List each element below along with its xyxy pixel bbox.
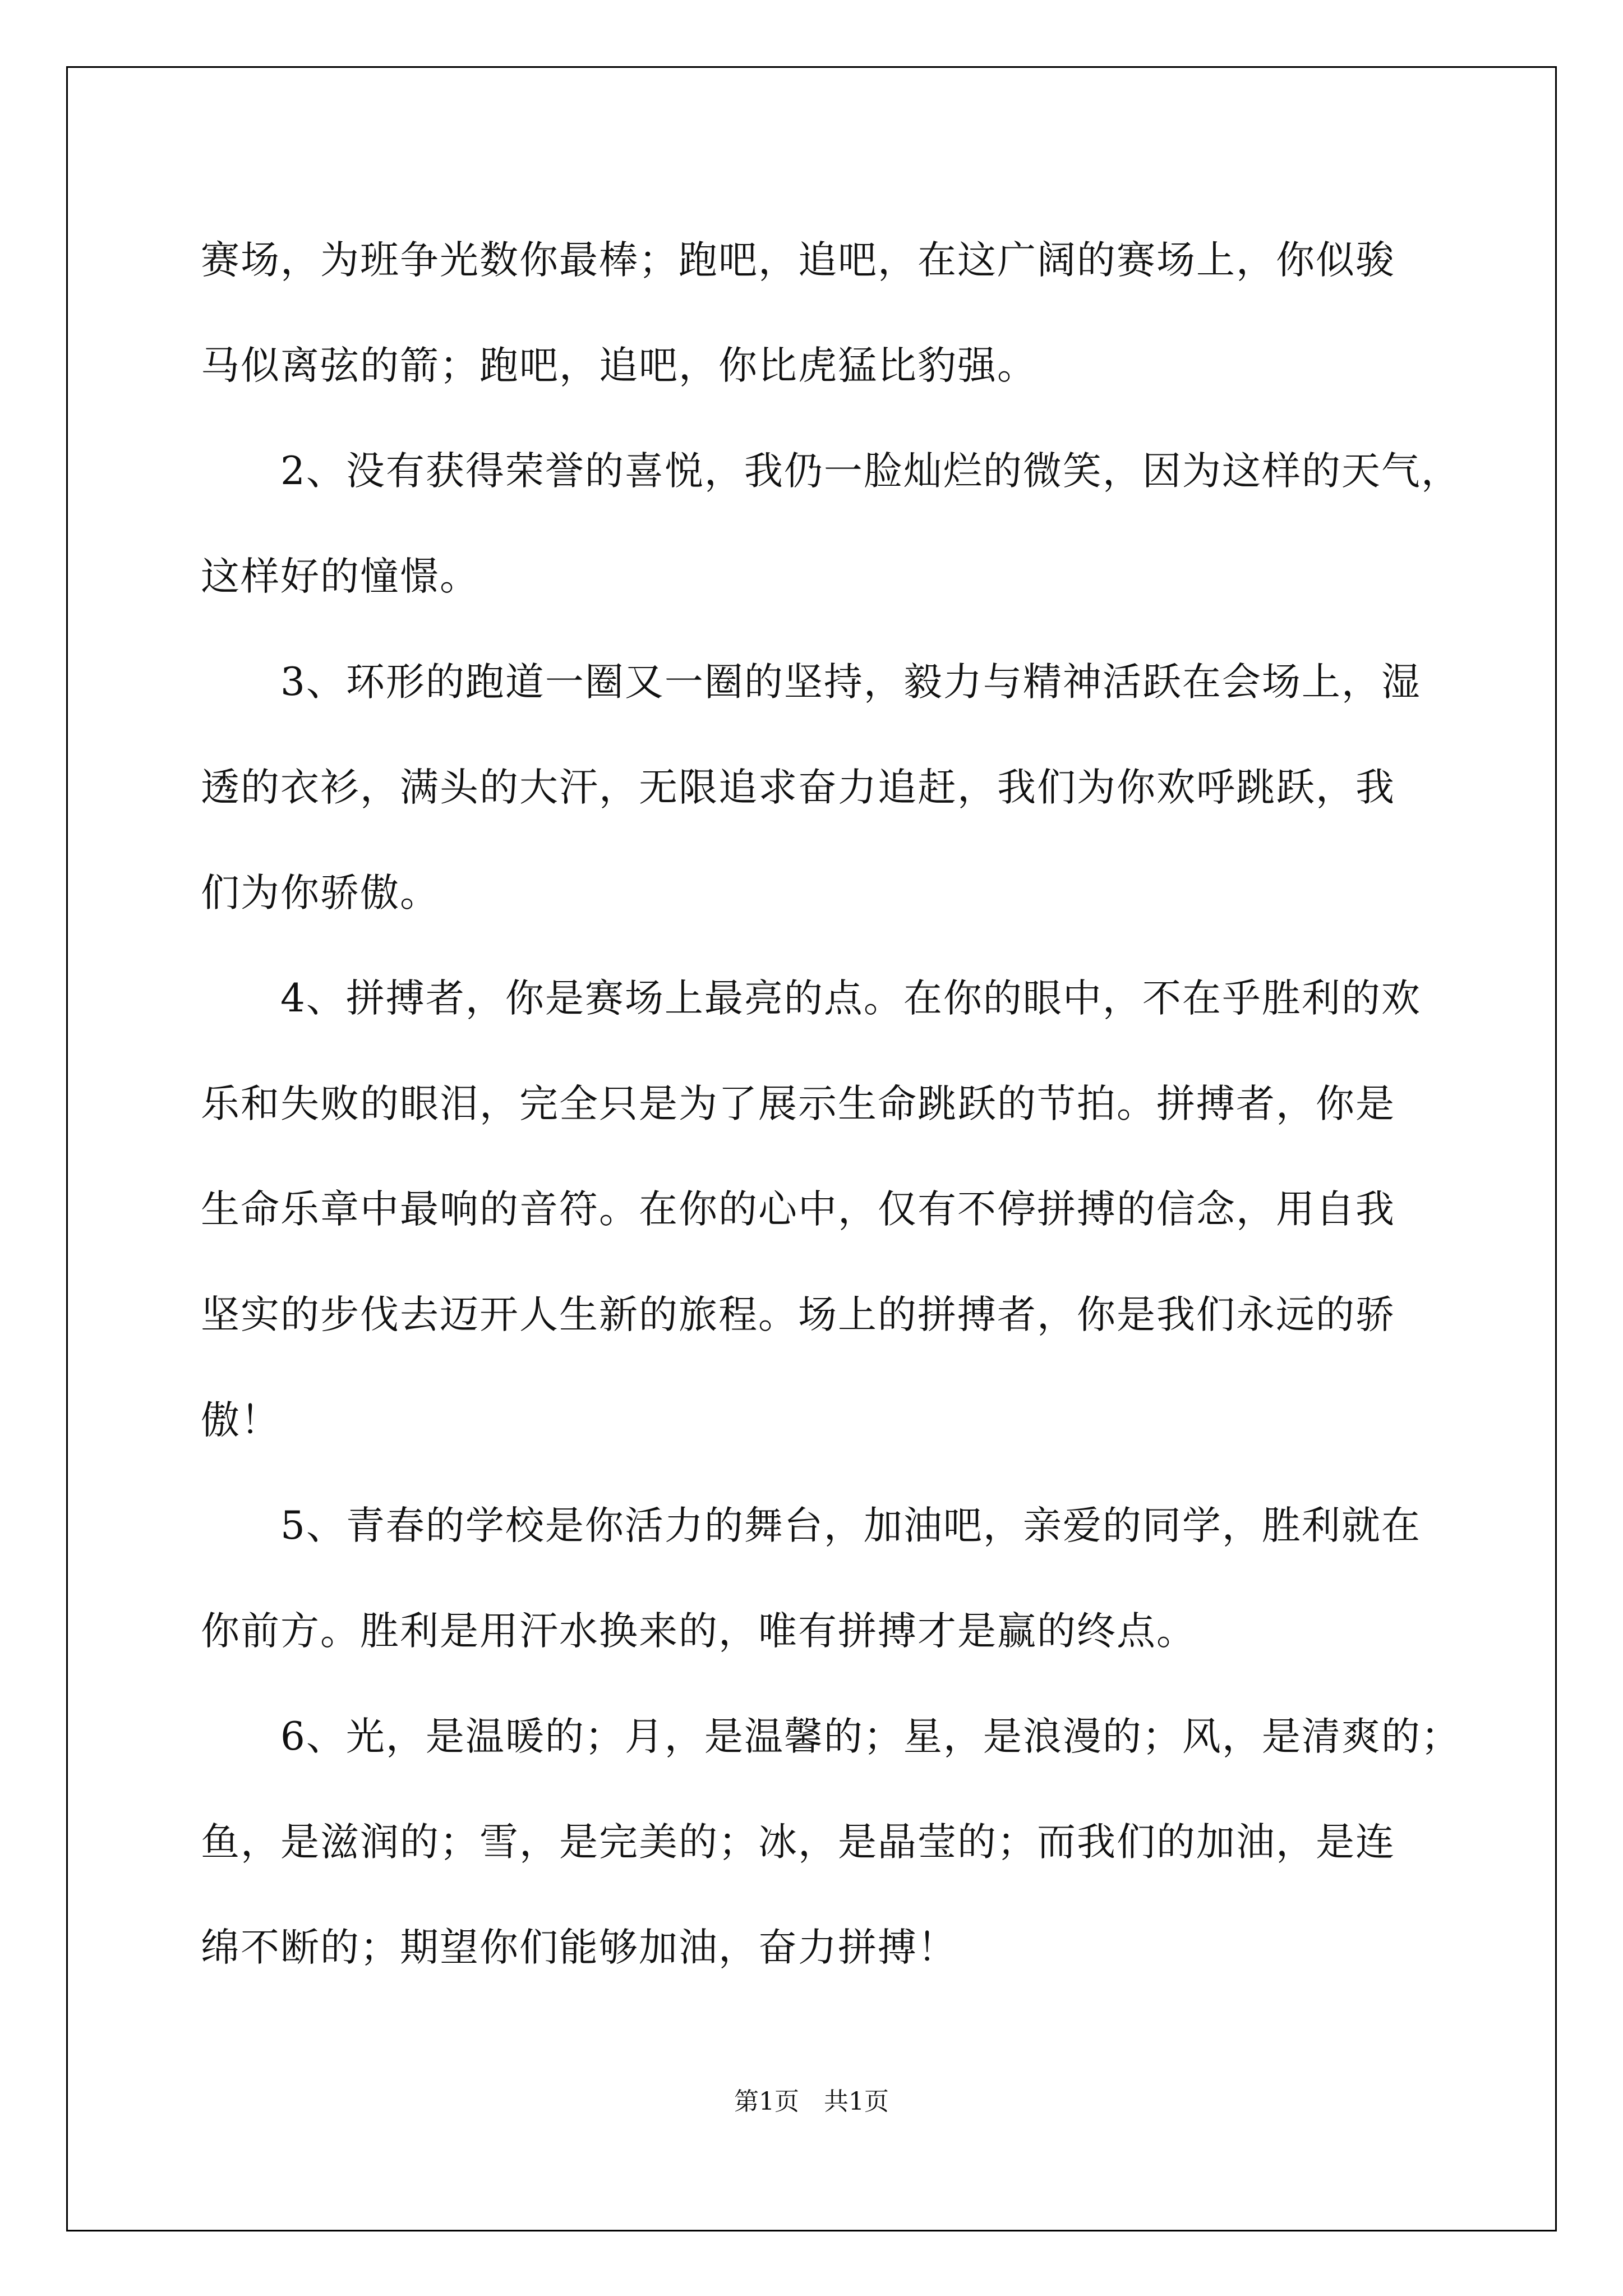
text-line-5: 3、环形的跑道一圈又一圈的坚持，毅力与精神活跃在会场上，湿 — [280, 660, 1421, 705]
text-line-16: 鱼，是滋润的；雪，是完美的；冰，是晶莹的；而我们的加油，是连 — [201, 1820, 1395, 1865]
text-line-4: 这样好的憧憬。 — [201, 554, 479, 599]
text-line-11: 坚实的步伐去迈开人生新的旅程。场上的拼搏者，你是我们永远的骄 — [201, 1292, 1395, 1337]
text-line-7: 们为你骄傲。 — [201, 871, 440, 915]
text-line-17: 绵不断的；期望你们能够加油，奋力拼搏！ — [201, 1925, 957, 1970]
text-line-14: 你前方。胜利是用汗水换来的，唯有拼搏才是赢的终点。 — [201, 1609, 1196, 1654]
document-body — [201, 208, 1461, 2000]
text-line-9: 乐和失败的眼泪，完全只是为了展示生命跳跃的节拍。拼搏者，你是 — [201, 1082, 1395, 1126]
text-line-10: 生命乐章中最响的音符。在你的心中，仅有不停拼搏的信念，用自我 — [201, 1187, 1395, 1232]
text-line-13: 5、青春的学校是你活力的舞台，加油吧，亲爱的同学，胜利就在 — [280, 1503, 1421, 1548]
text-line-3: 2、没有获得荣誉的喜悦，我仍一脸灿烂的微笑，因为这样的天气， — [280, 449, 1461, 494]
text-line-12: 傲！ — [201, 1398, 280, 1443]
text-line-6: 透的衣衫，满头的大汗，无限追求奋力追赶，我们为你欢呼跳跃，我 — [201, 765, 1395, 810]
text-line-15: 6、光，是温暖的；月，是温馨的；星，是浪漫的；风，是清爽的； — [280, 1714, 1461, 1759]
text-line-2: 马似离弦的箭；跑吧，追吧，你比虎猛比豹强。 — [201, 343, 1037, 388]
text-line-8: 4、拼搏者，你是赛场上最亮的点。在你的眼中，不在乎胜利的欢 — [280, 976, 1421, 1021]
page-footer: 第1页 共1页 — [734, 2087, 889, 2116]
text-line-1: 赛场，为班争光数你最棒；跑吧，追吧，在这广阔的赛场上，你似骏 — [201, 238, 1395, 283]
